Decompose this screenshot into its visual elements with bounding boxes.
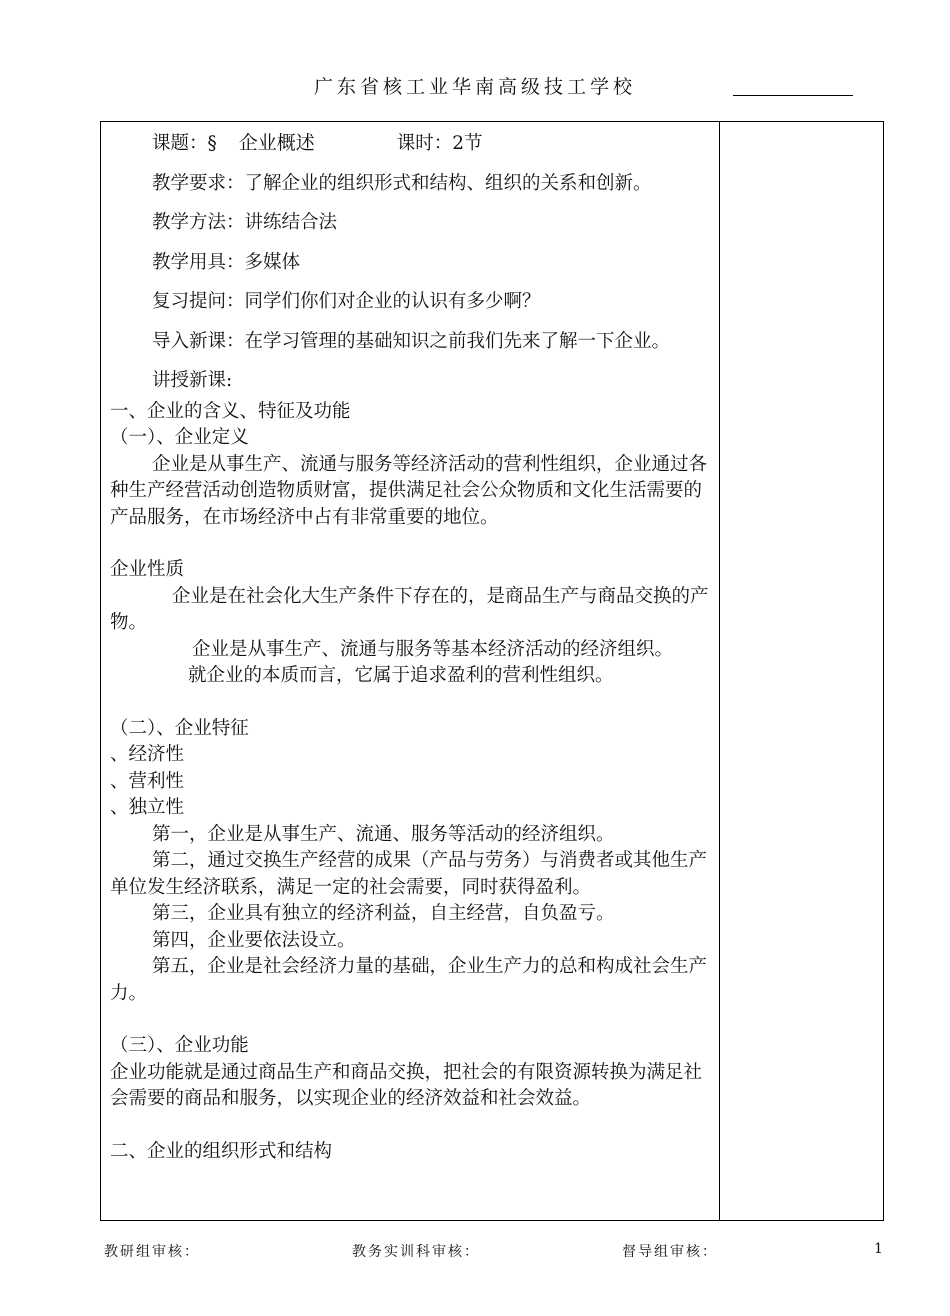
page-number: 1	[874, 1241, 885, 1257]
teaching-tools: 教学用具：多媒体	[152, 251, 301, 273]
paragraph: 企业是在社会化大生产条件下存在的，是商品生产与商品交换的产物。	[110, 585, 709, 633]
footer-review-supervision: 督导组审核：	[622, 1244, 718, 1260]
lesson-hours: 课时：2节	[396, 133, 483, 154]
subsection-heading: （三）、企业功能	[110, 1035, 249, 1056]
teaching-requirement: 教学要求：了解企业的组织形式和结构、组织的关系和创新。	[152, 172, 652, 194]
lesson-title: 企业概述	[238, 132, 315, 154]
paragraph: 企业是从事生产、流通与服务等基本经济活动的经济组织。	[192, 638, 674, 660]
review-question: 复习提问：同学们你们对企业的认识有多少啊？	[152, 291, 541, 312]
table-column-divider	[719, 121, 720, 1221]
section-heading: 二、企业的组织形式和结构	[110, 1140, 333, 1162]
paragraph: 第四，企业要依法设立。	[152, 929, 356, 951]
paragraph: 第一，企业是从事生产、流通、服务等活动的经济组织。	[152, 823, 615, 845]
lesson-intro: 导入新课：在学习管理的基础知识之前我们先来了解一下企业。	[152, 330, 671, 352]
section-heading: 一、企业的含义、特征及功能	[110, 400, 351, 422]
title-label: 课题：§	[152, 133, 217, 154]
paragraph: 就企业的本质而言，它属于追求盈利的营利性组织。	[188, 665, 614, 686]
paragraph: 第五，企业是社会经济力量的基础，企业生产力的总和构成社会生产力。	[110, 956, 708, 1004]
footer-review-teaching: 教研组审核：	[104, 1244, 200, 1260]
paragraph: 第二，通过交换生产经营的成果（产品与劳务）与消费者或其他生产单位发生经济联系，满足一定的社会需要，同时获得盈利。	[110, 850, 708, 898]
school-name: 广东省核工业华南高级技工学校	[313, 76, 636, 98]
paragraph: 第三，企业具有独立的经济利益，自主经营，自负盈亏。	[152, 903, 615, 924]
teaching-method: 教学方法：讲练结合法	[152, 212, 338, 233]
list-item: 、营利性	[110, 770, 185, 792]
subsection-heading: 企业性质	[110, 559, 185, 580]
new-lesson-label: 讲授新课:	[152, 370, 233, 391]
list-item: 、独立性	[110, 797, 185, 818]
paragraph: 企业是从事生产、流通与服务等经济活动的营利性组织，企业通过各种生产经营活动创造物质财富，提供满足社会公众物质和文化生活需要的产品服务，在市场经济中占有非常重要的地位。	[110, 453, 708, 528]
paragraph: 企业功能就是通过商品生产和商品交换，把社会的有限资源转换为满足社会需要的商品和服务，以实现企业的经济效益和社会效益。	[110, 1061, 703, 1109]
subsection-heading: （一）、企业定义	[110, 427, 249, 448]
lesson-content	[110, 130, 715, 1165]
lesson-title-row	[110, 130, 715, 158]
list-item: 、经济性	[110, 744, 185, 765]
footer-review-academic: 教务实训科审核：	[352, 1244, 480, 1260]
subsection-heading: （二）、企业特征	[110, 717, 249, 739]
header-rule	[733, 95, 853, 96]
